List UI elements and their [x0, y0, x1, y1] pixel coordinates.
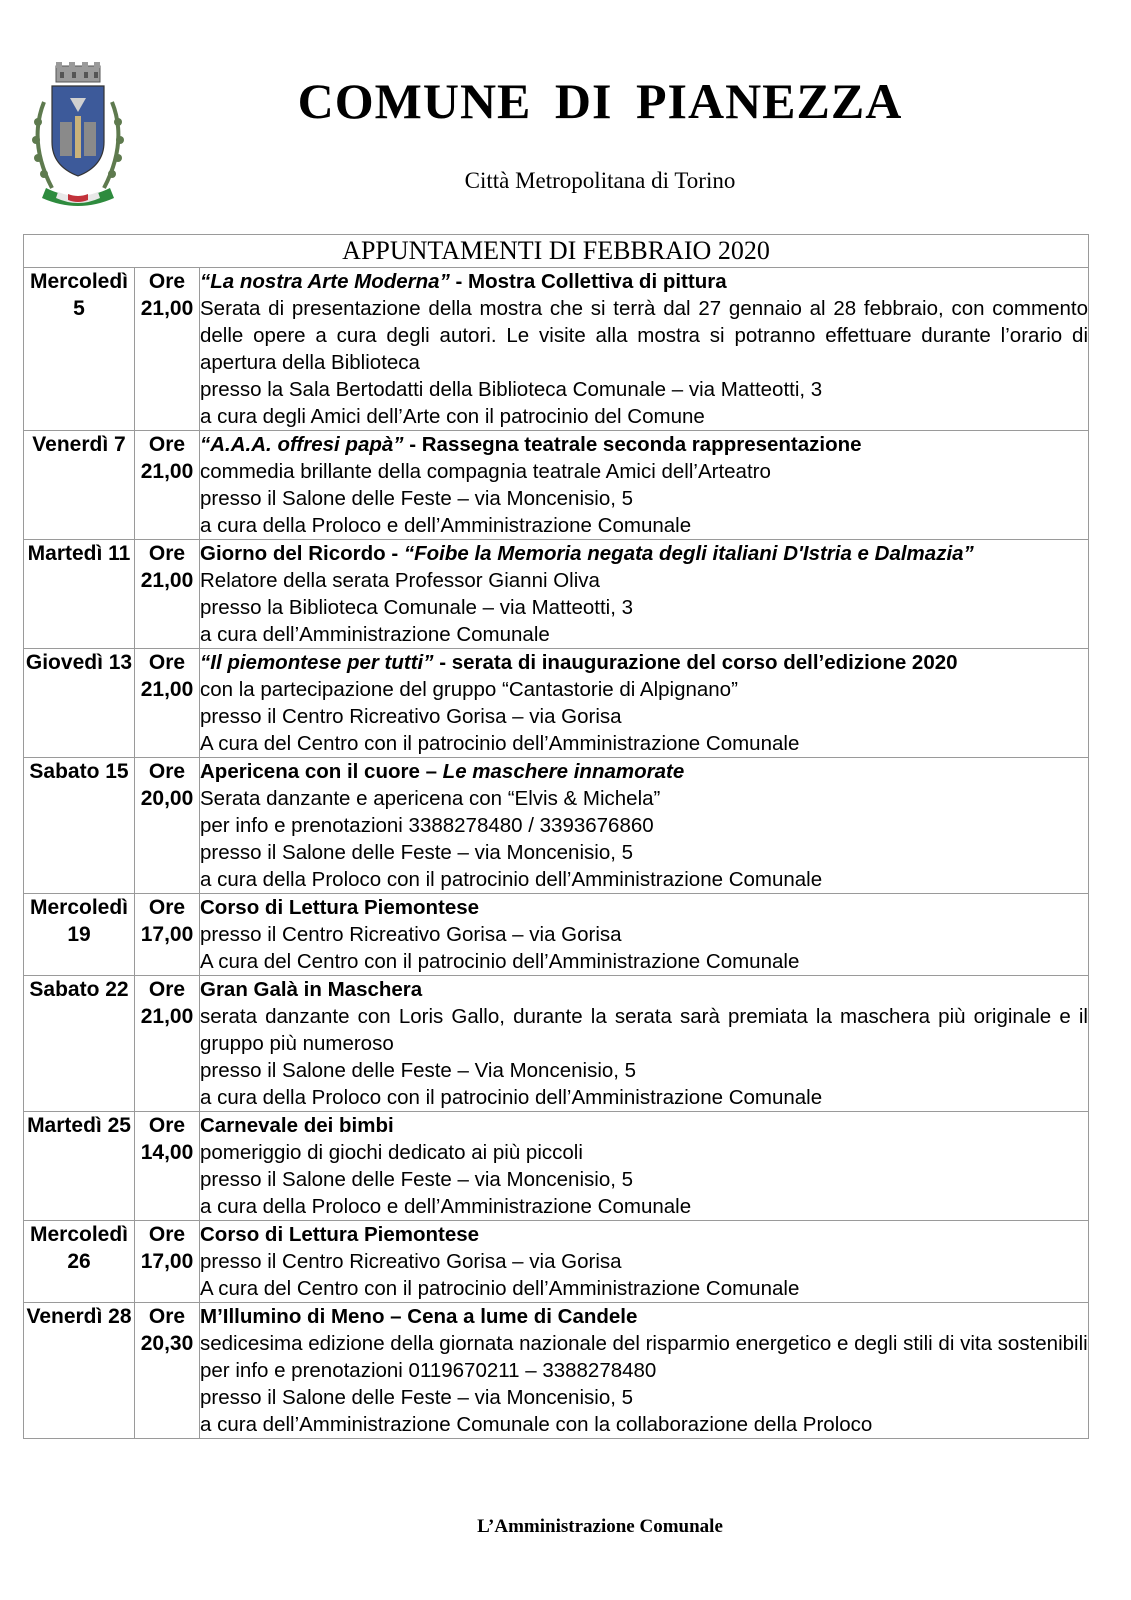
event-title-italic: “Il piemontese per tutti”: [200, 651, 434, 674]
event-description: [200, 1303, 1089, 1439]
event-detail-line: presso il Salone delle Feste – via Moncenisio, 5: [200, 487, 634, 510]
event-title-text: - serata di inaugurazione del corso dell’edizione 2020: [433, 651, 958, 674]
event-title-text: Corso di Lettura Piemontese: [200, 1223, 480, 1246]
event-time: 21,00: [140, 1005, 194, 1028]
event-detail-line: presso la Biblioteca Comunale – via Matteotti, 3: [200, 596, 634, 619]
event-row: [24, 894, 1089, 976]
event-detail-line: commedia brillante della compagnia teatrale Amici dell’Arteatro: [200, 460, 771, 483]
event-time: Ore: [148, 651, 186, 674]
event-time: 21,00: [140, 569, 194, 592]
event-time-cell: [135, 540, 200, 649]
event-detail-line: a cura dell’Amministrazione Comunale con la collaborazione della Proloco: [200, 1413, 873, 1436]
event-details: serata danzante con Loris Gallo, durante la serata sarà premiata la maschera più originale e il gruppo più numeroso: [200, 1005, 1088, 1055]
event-title-italic: “A.A.A. offresi papà”: [200, 433, 404, 456]
event-time: Ore: [148, 433, 186, 456]
event-title-text: Giorno del Ricordo -: [200, 542, 404, 565]
event-detail-line: con la partecipazione del gruppo “Cantastorie di Alpignano”: [200, 678, 738, 701]
event-title: [200, 1221, 1088, 1248]
event-details: Serata di presentazione della mostra che si terrà dal 27 gennaio al 28 febbraio, con commento delle opere a cura degli autori. Le visite alla mostra si potranno effettuare durante l’orario di apertura della Biblioteca: [200, 297, 1088, 374]
event-time-cell: [135, 431, 200, 540]
event-description: [200, 649, 1089, 758]
event-time: 17,00: [140, 923, 194, 946]
event-detail-line: presso il Centro Ricreativo Gorisa – via Gorisa: [200, 923, 622, 946]
event-time: Ore: [148, 1223, 186, 1246]
event-time-cell: [135, 1303, 200, 1439]
event-day-cell: [24, 1221, 135, 1303]
event-time: 14,00: [140, 1141, 194, 1164]
event-title-italic: “La nostra Arte Moderna”: [200, 270, 450, 293]
event-title: [200, 649, 1088, 676]
event-day-cell: [24, 1303, 135, 1439]
event-day-cell: [24, 649, 135, 758]
event-title-text: Gran Galà in Maschera: [200, 978, 423, 1001]
event-row: [24, 540, 1089, 649]
event-description: [200, 894, 1089, 976]
event-row: [24, 1303, 1089, 1439]
event-time-cell: [135, 649, 200, 758]
event-title-text: - Mostra Collettiva di pittura: [449, 270, 727, 293]
event-detail-line: pomeriggio di giochi dedicato ai più piccoli: [200, 1141, 583, 1164]
event-day-cell: [24, 268, 135, 431]
event-title: [200, 894, 1088, 921]
event-title-text: - Rassegna teatrale seconda rappresentazione: [403, 433, 862, 456]
event-time-cell: [135, 1221, 200, 1303]
event-row: [24, 268, 1089, 431]
table-title: APPUNTAMENTI DI FEBBRAIO 2020: [24, 235, 1089, 268]
events-table: [23, 234, 1089, 1439]
event-title: [200, 268, 1088, 295]
event-time: Ore: [148, 542, 186, 565]
event-day: Venerdì 28: [26, 1305, 132, 1328]
event-time: Ore: [148, 978, 186, 1001]
event-day: Mercoledì: [29, 1223, 129, 1246]
event-title-text: M’Illumino di Meno – Cena a lume di Candele: [200, 1305, 638, 1328]
event-detail-line: a cura degli Amici dell’Arte con il patrocinio del Comune: [200, 405, 705, 428]
event-day-cell: [24, 431, 135, 540]
event-row: [24, 1112, 1089, 1221]
event-detail-line: A cura del Centro con il patrocinio dell’Amministrazione Comunale: [200, 732, 800, 755]
event-detail-line: a cura della Proloco e dell’Amministrazione Comunale: [200, 1195, 692, 1218]
event-time: Ore: [148, 1114, 186, 1137]
page-subtitle: Città Metropolitana di Torino: [464, 168, 736, 193]
event-detail-line: A cura del Centro con il patrocinio dell’Amministrazione Comunale: [200, 1277, 800, 1300]
event-day: Giovedì 13: [25, 651, 133, 674]
event-detail-line: Serata danzante e apericena con “Elvis & Michela”: [200, 787, 661, 810]
event-day: 19: [67, 923, 91, 946]
event-detail-line: presso il Salone delle Feste – Via Moncenisio, 5: [200, 1059, 637, 1082]
event-row: [24, 649, 1089, 758]
event-detail-line: per info e prenotazioni 0119670211 – 3388278480: [200, 1359, 657, 1382]
event-day-cell: [24, 894, 135, 976]
event-time: 20,30: [140, 1332, 194, 1355]
event-details: sedicesima edizione della giornata nazionale del risparmio energetico e degli stili di vita sostenibili: [200, 1332, 1088, 1355]
event-description: [200, 540, 1089, 649]
event-detail-line: Relatore della serata Professor Gianni Oliva: [200, 569, 600, 592]
event-day: Sabato 22: [29, 978, 129, 1001]
event-detail-line: a cura della Proloco con il patrocinio dell’Amministrazione Comunale: [200, 868, 823, 891]
event-day: Mercoledì: [29, 270, 129, 293]
event-detail-line: a cura dell’Amministrazione Comunale: [200, 623, 550, 646]
event-title-text: Apericena con il cuore –: [200, 760, 443, 783]
event-description: [200, 268, 1089, 431]
event-time: Ore: [148, 270, 186, 293]
event-detail-line: presso il Salone delle Feste – via Moncenisio, 5: [200, 1168, 634, 1191]
event-description: [200, 1112, 1089, 1221]
event-time: Ore: [148, 1305, 186, 1328]
event-detail-line: presso il Centro Ricreativo Gorisa – via Gorisa: [200, 705, 622, 728]
event-row: [24, 1221, 1089, 1303]
event-day-cell: [24, 1112, 135, 1221]
event-title: [200, 1112, 1088, 1139]
event-time-cell: [135, 894, 200, 976]
event-day: Martedì 11: [27, 542, 131, 565]
event-title: [200, 431, 1088, 458]
event-detail-line: presso il Salone delle Feste – via Moncenisio, 5: [200, 841, 634, 864]
event-description: [200, 976, 1089, 1112]
event-time: Ore: [148, 760, 186, 783]
event-title-italic: Le maschere innamorate: [442, 760, 685, 783]
event-day-cell: [24, 758, 135, 894]
event-detail-line: A cura del Centro con il patrocinio dell’Amministrazione Comunale: [200, 950, 800, 973]
event-day: 26: [67, 1250, 91, 1273]
event-detail-line: presso il Centro Ricreativo Gorisa – via Gorisa: [200, 1250, 622, 1273]
event-time: 21,00: [140, 297, 194, 320]
event-day: Sabato 15: [29, 760, 129, 783]
event-detail-line: presso la Sala Bertodatti della Biblioteca Comunale – via Matteotti, 3: [200, 378, 823, 401]
event-description: [200, 758, 1089, 894]
event-description: [200, 431, 1089, 540]
event-title: [200, 540, 1088, 567]
event-time-cell: [135, 1112, 200, 1221]
event-description: [200, 1221, 1089, 1303]
event-time: 17,00: [140, 1250, 194, 1273]
event-time: 21,00: [140, 460, 194, 483]
event-title-italic: “Foibe la Memoria negata degli italiani D'Istria e Dalmazia”: [403, 542, 974, 565]
event-title-text: Carnevale dei bimbi: [200, 1114, 394, 1137]
event-time-cell: [135, 758, 200, 894]
event-detail-line: a cura della Proloco con il patrocinio dell’Amministrazione Comunale: [200, 1086, 823, 1109]
event-row: [24, 431, 1089, 540]
event-day-cell: [24, 976, 135, 1112]
event-day: Mercoledì: [29, 896, 129, 919]
event-detail-line: per info e prenotazioni 3388278480 / 3393676860: [200, 814, 654, 837]
event-time-cell: [135, 268, 200, 431]
event-detail-line: presso il Salone delle Feste – via Moncenisio, 5: [200, 1386, 634, 1409]
coat-of-arms-crest-icon: [22, 62, 134, 212]
event-time: Ore: [148, 896, 186, 919]
page-title: COMUNE DI PIANEZZA: [297, 73, 903, 129]
event-day: Martedì 25: [27, 1114, 131, 1137]
event-row: [24, 976, 1089, 1112]
event-title-text: Corso di Lettura Piemontese: [200, 896, 480, 919]
event-day: Venerdì 7: [32, 433, 126, 456]
footer-signature: L’Amministrazione Comunale: [477, 1516, 723, 1537]
event-day: 5: [73, 297, 85, 320]
event-detail-line: a cura della Proloco e dell’Amministrazione Comunale: [200, 514, 692, 537]
event-title: [200, 976, 1088, 1003]
event-time-cell: [135, 976, 200, 1112]
event-title: [200, 758, 1088, 785]
event-time: 21,00: [140, 678, 194, 701]
event-title: [200, 1303, 1088, 1330]
event-row: [24, 758, 1089, 894]
event-time: 20,00: [140, 787, 194, 810]
event-day-cell: [24, 540, 135, 649]
